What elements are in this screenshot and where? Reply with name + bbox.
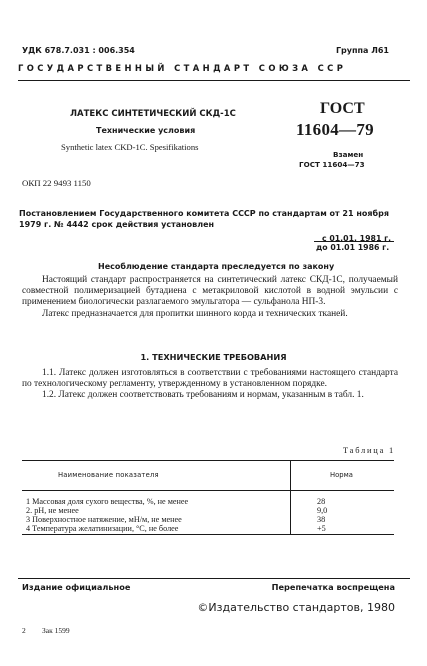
copyright: ©Издательство стандартов, 1980: [197, 601, 395, 614]
intro-paragraph-2: Латекс предназначается для пропитки шинного корда и технических тканей.: [42, 308, 348, 319]
validity-start: с 01.01. 1981 г.: [322, 234, 392, 243]
table-header-norm: Норма: [330, 471, 353, 479]
reprint-prohibited-label: Перепечатка воспрещена: [271, 582, 395, 592]
udc-code: УДК 678.7.031 : 006.354: [22, 46, 135, 55]
table-row-norm: 38: [317, 515, 326, 524]
official-edition-label: Издание официальное: [22, 582, 131, 592]
section-heading: 1. ТЕХНИЧЕСКИЕ ТРЕБОВАНИЯ: [140, 352, 287, 362]
table-label: Таблица 1: [342, 446, 395, 455]
table-row-name: 3 Поверхностное натяжение, мН/м, не менее: [26, 515, 182, 524]
gost-number: 11604—79: [296, 120, 374, 139]
state-standard-title: ГОСУДАРСТВЕННЫЙ СТАНДАРТ СОЮЗА ССР: [18, 63, 347, 73]
gost-label: ГОСТ: [320, 100, 365, 117]
table-top-rule: [22, 460, 394, 461]
table-row-name: 4 Температура желатинизации, °С, не более: [26, 524, 179, 533]
footer-rule: [18, 578, 410, 579]
table-header-rule: [22, 490, 394, 491]
clause-1-2: 1.2. Латекс должен соответствовать требованиям и нормам, указанным в табл. 1.: [42, 390, 364, 401]
intro-paragraph-1: Настоящий стандарт распространяется на синтетический латекс СКД-1С, получаемый совместной полимеризацией бутадиена с метакриловой кислотой в водной эмульсии с применением биологически разлагаемого эмульгатора — сульфанола НП-3.: [22, 275, 398, 308]
table-bottom-rule: [22, 534, 394, 535]
table-header-name: Наименование показателя: [58, 471, 159, 479]
table-row-norm: +5: [317, 524, 326, 533]
order-number: Зак 1599: [42, 626, 70, 635]
product-title: ЛАТЕКС СИНТЕТИЧЕСКИЙ СКД-1С: [70, 109, 236, 119]
table-row-name: 2. pH, не менее: [26, 506, 79, 515]
table-row-norm: 9,0: [317, 506, 328, 515]
non-observance-note: Несоблюдение стандарта преследуется по закону: [98, 262, 335, 271]
replaces-label: Взамен: [333, 150, 364, 159]
group-code: Группа Л61: [335, 46, 389, 55]
table-row-norm: 28: [317, 497, 326, 506]
replaces-standard: ГОСТ 11604—73: [299, 160, 365, 169]
english-title: Synthetic latex CKD-1C. Spesifikations: [61, 142, 199, 152]
section-clauses: [22, 368, 398, 402]
validity-end: до 01.01 1986 г.: [316, 243, 390, 252]
page-number: 2: [22, 626, 26, 635]
table-row-name: 1 Массовая доля сухого вещества, %, не менее: [26, 497, 189, 506]
top-rule: [18, 80, 410, 81]
okp-code: ОКП 22 9493 1150: [22, 178, 91, 188]
validity-rule: [314, 241, 394, 242]
decree-text: Постановлением Государственного комитета СССР по стандартам от 21 ноября 1979 г. № 4442 срок действия установлен: [19, 209, 389, 229]
table-column-divider: [290, 460, 291, 534]
clause-1-1: 1.1. Латекс должен изготовляться в соответствии с требованиями настоящего стандарта по технологическому регламенту, утвержденному в установленном порядке.: [22, 368, 398, 390]
technical-conditions-label: Технические условия: [96, 126, 196, 135]
introduction: [22, 275, 398, 320]
